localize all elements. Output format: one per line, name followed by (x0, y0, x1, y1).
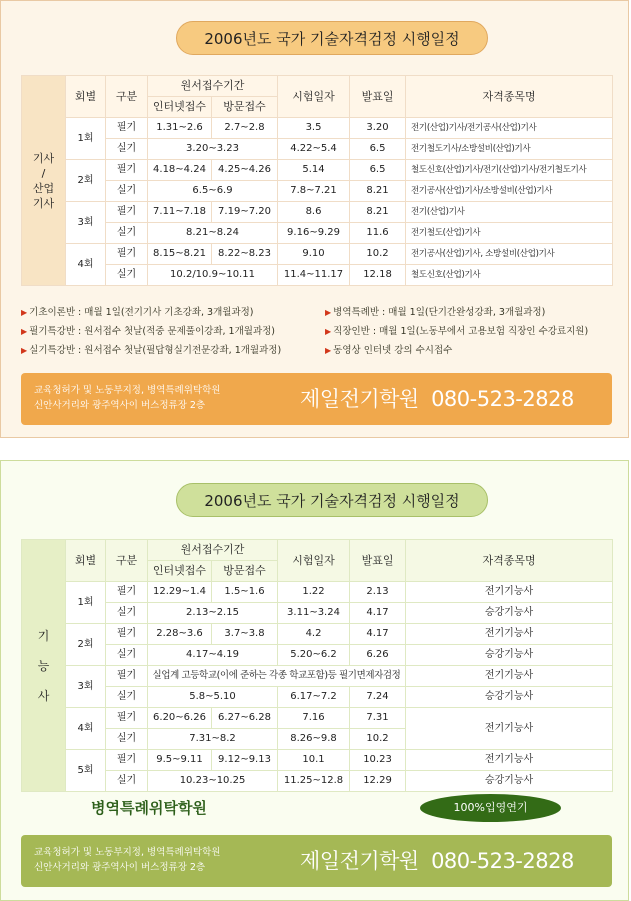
qualification-cell: 전기기능사 (406, 708, 613, 750)
announce-cell: 12.18 (350, 265, 406, 286)
exam-cell: 7.8~7.21 (278, 181, 350, 202)
header-qualification: 자격종목명 (406, 76, 613, 118)
period-cell: 8.21~8.24 (148, 223, 278, 244)
period-cell: 10.23~10.25 (148, 771, 278, 792)
academy-brand-phone: 제일전기학원 080-523-2828 (300, 387, 574, 411)
round-cell: 3회 (66, 666, 106, 708)
arrow-right-icon: ▶ (21, 308, 28, 317)
announce-cell: 8.21 (350, 202, 406, 223)
header-announce: 발표일 (350, 540, 406, 582)
type-cell: 실기 (106, 139, 148, 160)
header-application-period: 원서접수기간 (148, 540, 278, 561)
academy-title: 병역특례위탁학원 (91, 799, 207, 817)
round-cell: 4회 (66, 708, 106, 750)
qualification-cell: 전기기능사 (406, 582, 613, 603)
announce-cell: 7.31 (350, 708, 406, 729)
schedule-panel-craftsman (0, 460, 629, 901)
round-cell: 1회 (66, 118, 106, 160)
header-announce: 발표일 (350, 76, 406, 118)
period-cell: 6.5~6.9 (148, 181, 278, 202)
exemption-note-cell: 실업계 고등학교(이에 준하는 각종 학교포함)등 필기면제자검정 (148, 666, 406, 687)
note-item: ▶ 동영상 인터넷 강의 수시접수 (325, 345, 453, 356)
table-row (22, 118, 613, 139)
exam-cell: 9.16~9.29 (278, 223, 350, 244)
announce-cell: 10.23 (350, 750, 406, 771)
announce-cell: 6.5 (350, 139, 406, 160)
note-item: ▶ 병역특례반 : 매월 1일(단기간완성강좌, 3개월과정) (325, 307, 546, 318)
internet-cell: 6.20~6.26 (148, 708, 212, 729)
table-row (22, 160, 613, 181)
academy-address: 교육청허가 및 노동부지정, 병역특례위탁학원 신안사거리와 광주역사이 버스정류장 2층 (34, 385, 221, 411)
type-cell: 필기 (106, 624, 148, 645)
header-row-1 (22, 76, 613, 97)
type-cell: 실기 (106, 603, 148, 624)
table-row (22, 708, 613, 729)
period-cell: 10.2/10.9~10.11 (148, 265, 278, 286)
category-cell (22, 540, 66, 792)
qualification-cell: 전기기능사 (406, 624, 613, 645)
visit-cell: 7.19~7.20 (212, 202, 278, 223)
visit-cell: 8.22~8.23 (212, 244, 278, 265)
announce-cell: 6.26 (350, 645, 406, 666)
schedule-table (21, 75, 613, 286)
header-visit: 방문접수 (212, 561, 278, 582)
header-internet: 인터넷접수 (148, 561, 212, 582)
internet-cell: 4.18~4.24 (148, 160, 212, 181)
arrow-right-icon: ▶ (325, 346, 332, 355)
academy-footer (21, 373, 612, 425)
type-cell: 실기 (106, 729, 148, 750)
round-cell: 4회 (66, 244, 106, 286)
header-application-period: 원서접수기간 (148, 76, 278, 97)
visit-cell: 2.7~2.8 (212, 118, 278, 139)
exam-cell: 3.11~3.24 (278, 603, 350, 624)
announce-cell: 12.29 (350, 771, 406, 792)
round-cell: 2회 (66, 160, 106, 202)
panel-title: 2006년도 국가 기술자격검정 시행일정 (176, 21, 488, 55)
internet-cell: 2.28~3.6 (148, 624, 212, 645)
note-item: ▶ 직장인반 : 매월 1일(노동부에서 고용보험 직장인 수강료지원) (325, 326, 589, 337)
announce-cell: 4.17 (350, 624, 406, 645)
header-round: 회별 (66, 76, 106, 118)
schedule-panel-engineer (0, 0, 629, 438)
qualification-cell: 철도신호(산업)기사 (406, 265, 613, 286)
table-row (22, 687, 613, 708)
note-item: ▶ 실기특강반 : 원서접수 첫날(필답형실기전문강좌, 1개월과정) (21, 345, 282, 356)
qualification-cell: 철도신호(산업)기사/전기(산업)기사/전기철도기사 (406, 160, 613, 181)
announce-cell: 10.2 (350, 729, 406, 750)
period-cell: 2.13~2.15 (148, 603, 278, 624)
type-cell: 필기 (106, 666, 148, 687)
category-label: 기사 / 산업 기사 (32, 151, 55, 210)
qualification-cell: 전기기능사 (406, 750, 613, 771)
header-type: 구분 (106, 76, 148, 118)
internet-cell: 8.15~8.21 (148, 244, 212, 265)
type-cell: 필기 (106, 160, 148, 181)
type-cell: 실기 (106, 181, 148, 202)
period-cell: 7.31~8.2 (148, 729, 278, 750)
arrow-right-icon: ▶ (21, 346, 28, 355)
table-row (22, 645, 613, 666)
category-label: 기 능 사 (37, 628, 50, 703)
visit-cell: 9.12~9.13 (212, 750, 278, 771)
header-qualification: 자격종목명 (406, 540, 613, 582)
category-cell (22, 76, 66, 286)
header-exam-date: 시험일자 (278, 76, 350, 118)
header-row-1 (22, 540, 613, 561)
round-cell: 2회 (66, 624, 106, 666)
period-cell: 4.17~4.19 (148, 645, 278, 666)
exam-cell: 4.2 (278, 624, 350, 645)
announce-cell: 6.5 (350, 160, 406, 181)
round-cell: 1회 (66, 582, 106, 624)
internet-cell: 9.5~9.11 (148, 750, 212, 771)
qualification-cell: 전기공사(산업)기사, 소방설비(산업)기사 (406, 244, 613, 265)
exam-cell: 11.25~12.8 (278, 771, 350, 792)
type-cell: 실기 (106, 771, 148, 792)
table-row (22, 139, 613, 160)
table-row (22, 603, 613, 624)
exam-cell: 1.22 (278, 582, 350, 603)
course-notes-right (325, 303, 588, 360)
period-cell: 3.20~3.23 (148, 139, 278, 160)
type-cell: 실기 (106, 645, 148, 666)
announce-cell: 7.24 (350, 687, 406, 708)
visit-cell: 4.25~4.26 (212, 160, 278, 181)
qualification-cell: 전기기능사 (406, 666, 613, 687)
round-cell: 3회 (66, 202, 106, 244)
type-cell: 필기 (106, 118, 148, 139)
table-row (22, 582, 613, 603)
exam-cell: 7.16 (278, 708, 350, 729)
announce-cell: 10.2 (350, 244, 406, 265)
type-cell: 필기 (106, 202, 148, 223)
announce-cell: 8.21 (350, 181, 406, 202)
announce-cell: 3.20 (350, 118, 406, 139)
type-cell: 실기 (106, 265, 148, 286)
exam-cell: 8.6 (278, 202, 350, 223)
academy-address: 교육청허가 및 노동부지정, 병역특례위탁학원 신안사거리와 광주역사이 버스정류장 2층 (34, 847, 221, 873)
visit-cell: 3.7~3.8 (212, 624, 278, 645)
period-cell: 5.8~5.10 (148, 687, 278, 708)
exam-cell: 3.5 (278, 118, 350, 139)
announce-cell: 4.17 (350, 603, 406, 624)
academy-footer (21, 835, 612, 887)
qualification-cell: 승강기능사 (406, 603, 613, 624)
table-row (22, 666, 613, 687)
type-cell: 필기 (106, 708, 148, 729)
exam-cell: 8.26~9.8 (278, 729, 350, 750)
qualification-cell: 전기공사(산업)기사/소방설비(산업)기사 (406, 181, 613, 202)
header-round: 회별 (66, 540, 106, 582)
table-row (22, 624, 613, 645)
type-cell: 필기 (106, 582, 148, 603)
exam-cell: 10.1 (278, 750, 350, 771)
table-row (22, 223, 613, 244)
qualification-cell: 전기철도(산업)기사 (406, 223, 613, 244)
exam-cell: 6.17~7.2 (278, 687, 350, 708)
header-type: 구분 (106, 540, 148, 582)
table-row (22, 771, 613, 792)
type-cell: 필기 (106, 750, 148, 771)
round-cell: 5회 (66, 750, 106, 792)
schedule-table (21, 539, 613, 792)
qualification-cell: 전기철도기사/소방설비(산업)기사 (406, 139, 613, 160)
exam-cell: 11.4~11.17 (278, 265, 350, 286)
announce-cell: 2.13 (350, 582, 406, 603)
note-item: ▶ 기초이론반 : 매월 1일(전기기사 기초강좌, 3개월과정) (21, 307, 254, 318)
header-internet: 인터넷접수 (148, 97, 212, 118)
exam-cell: 5.14 (278, 160, 350, 181)
header-visit: 방문접수 (212, 97, 278, 118)
academy-brand-phone: 제일전기학원 080-523-2828 (300, 849, 574, 873)
internet-cell: 7.11~7.18 (148, 202, 212, 223)
exam-cell: 5.20~6.2 (278, 645, 350, 666)
internet-cell: 1.31~2.6 (148, 118, 212, 139)
visit-cell: 6.27~6.28 (212, 708, 278, 729)
header-exam-date: 시험일자 (278, 540, 350, 582)
type-cell: 실기 (106, 687, 148, 708)
arrow-right-icon: ▶ (21, 327, 28, 336)
exam-cell: 9.10 (278, 244, 350, 265)
arrow-right-icon: ▶ (325, 308, 332, 317)
arrow-right-icon: ▶ (325, 327, 332, 336)
note-item: ▶ 필기특강반 : 원서접수 첫날(적중 문제풀이강좌, 1개월과정) (21, 326, 276, 337)
table-row (22, 750, 613, 771)
internet-cell: 12.29~1.4 (148, 582, 212, 603)
type-cell: 실기 (106, 223, 148, 244)
visit-cell: 1.5~1.6 (212, 582, 278, 603)
qualification-cell: 승강기능사 (406, 645, 613, 666)
qualification-cell: 승강기능사 (406, 687, 613, 708)
type-cell: 필기 (106, 244, 148, 265)
announce-cell: 11.6 (350, 223, 406, 244)
table-row (22, 265, 613, 286)
table-row (22, 202, 613, 223)
qualification-cell: 전기(산업)기사 (406, 202, 613, 223)
course-notes-left (21, 303, 281, 360)
table-row (22, 244, 613, 265)
qualification-cell: 승강기능사 (406, 771, 613, 792)
qualification-cell: 전기(산업)기사/전기공사(산업)기사 (406, 118, 613, 139)
enlistment-deferral-badge: 100%입영연기 (420, 794, 561, 822)
table-row (22, 181, 613, 202)
panel-title: 2006년도 국가 기술자격검정 시행일정 (176, 483, 488, 517)
exam-cell: 4.22~5.4 (278, 139, 350, 160)
